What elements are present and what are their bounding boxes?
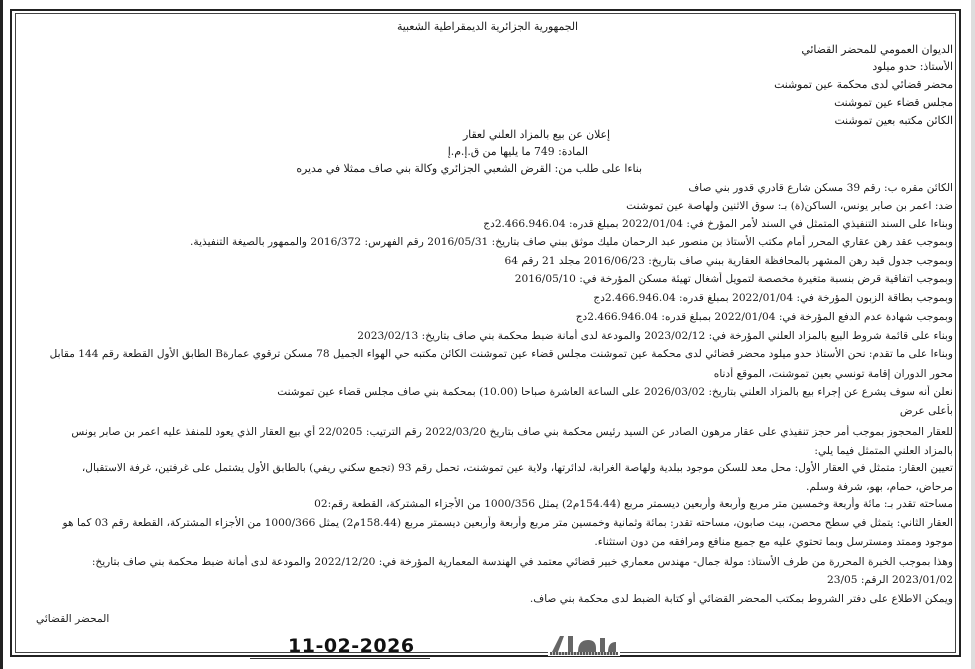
republic-heading: الجمهورية الجزائرية الديمقراطية الشعبية	[396, 20, 579, 33]
body-line: بأعلى عرض	[899, 405, 953, 417]
body-line: الكائن مقره ب: رقم 39 مسكن شارع قادري قدور بني صاف	[688, 182, 953, 194]
body-line: وبموجب شهادة عدم الدفع المؤرخة في: 2022/01/04 بمبلغ قدره: 2.466.946.04دج	[575, 311, 953, 323]
council-name: مجلس قضاء عين تموشنت	[834, 96, 953, 109]
body-line: وبموجب اتفاقية قرض بنسبة متغيرة مخصصة لتمويل أشغال تهيئة مسكن المؤرخة في: 2016/05/10	[514, 273, 953, 285]
page-edge-right	[971, 0, 975, 669]
body-line: وبموجب جدول قيد رهن المشهر بالمحافظة العقارية ببني صاف بتاريخ: 2016/06/23 مجلد 21 رقم 64	[504, 255, 953, 267]
body-line: محور الدوران إقامة تونسي بعين تموشنت، الموقع أدناه	[713, 368, 953, 380]
date-underline	[250, 658, 430, 659]
body-line: وبناءا على ما تقدم: نحن الأستاذ حدو ميلود محضر قضائي لدى محكمة عين تموشنت مجلس قضاء عين تموشنت الكائن مكتبه حي الهواء الجميل 78 مسكن ترقوي عمارةB الطابق الأول القطعة رقم 144 مقابل	[49, 348, 953, 360]
body-line: وبموجب بطاقة الزبون المؤرخة في: 2022/01/04 بمبلغ قدره: 2.466.946.04دج	[593, 292, 953, 304]
newspaper-logo-tagline	[550, 652, 618, 655]
body-line: مساحته تقدر بـ: مائة وأربعة وخمسين متر مربع وأربعة وأربعين ديسمتر مربع (154.44م2) يمثل 1000/356 من الأجزاء المشتركة، القطعة رقم:02	[314, 498, 953, 510]
request-line: بناءا على طلب من: القرض الشعبي الجزائري وكالة بني صاف ممثلا في مديره	[296, 162, 642, 175]
body-line: بالمزاد العلني المتمثل فيما يلي:	[814, 445, 953, 457]
body-line: ضد: اعمر بن صابر يونس، الساكن(ة) بـ: سوق الاثنين ولهاصة عين تموشنت	[626, 200, 953, 212]
notice-title: إعلان عن بيع بالمزاد العلني لعقار	[462, 128, 610, 141]
body-line: العقار الثاني: يتمثل في سطح محصن، بيت صابون، مساحته تقدر: بمائة وثمانية وخمسين متر مربع وأربعة وأربعين ديسمتر مربع (158.44م2) يمثل 1000/366 من الأجزاء المشتركة، القطعة رقم 03 كما هو	[62, 517, 953, 529]
body-line: تعيين العقار: متمثل في العقار الأول: محل معد للسكن موجود ببلدية ولهاصة الغرابة، لدائرتها، ولاية عين تموشنت، تحمل رقم 93 (تجمع سكني ريفي) بالطابق الأول يشتمل على غرفتين، غرفة الاستقبال،	[81, 462, 953, 474]
signature-label: المحضر القضائي	[36, 613, 110, 625]
page-edge	[0, 0, 3, 669]
body-line: وهذا بموجب الخبرة المحررة من طرف الأستاذ: مولة جمال- مهندس معماري خبير قضائي معتمد في الهندسة المعمارية المؤرخة في: 2022/12/20 والمودعة لدى أمانة ضبط محكمة بني صاف بتاريخ:	[91, 556, 953, 568]
body-line: نعلن أنه سوف يشرع عن إجراء بيع بالمزاد العلني بتاريخ: 2026/03/02 على الساعة العاشرة صباحا (10.00) بمحكمة بني صاف مجلس قضاء عين تموشنت	[277, 386, 953, 398]
article-reference: المادة: 749 ما يليها من ق.إ.م.إ	[447, 145, 588, 158]
lawyer-name: الأستاذ: حدو ميلود	[872, 60, 953, 73]
body-line: مرحاض، حمام، بهو، شرفة وسلم.	[806, 481, 953, 493]
body-line: 2023/01/02 الرقم: 23/05	[826, 574, 953, 586]
office-name: الديوان العمومي للمحضر القضائي	[801, 43, 953, 56]
body-line: ويمكن الاطلاع على دفتر الشروط بمكتب المحضر القضائي أو كتابة الضبط لدى محكمة بني صاف.	[529, 593, 953, 605]
body-line: وبناء على قائمة شروط البيع بالمزاد العلني المؤرخة في: 2023/02/12 والمودعة لدى أمانة ضبط محكمة بني صاف بتاريخ: 2023/02/13	[357, 330, 953, 342]
body-line: وبناءا على السند التنفيذي المتمثل في السند لأمر المؤرخ في: 2022/01/04 بمبلغ قدره: 2.466.946.04دج	[483, 218, 953, 230]
body-line: للعقار المحجوز بموجب أمر حجز تنفيذي على عقار مرهون الصادر عن السيد رئيس محكمة بني صاف بتاريخ 2022/03/20 رقم الترتيب: 22/0205 أي بيع العقار الذي يعود للمنفذ عليه اعمر بن صابر يونس	[71, 426, 953, 438]
publication-date: 11-02-2026	[288, 635, 415, 657]
body-line: وبموجب عقد رهن عقاري المحرر أمام مكتب الأستاذ بن منصور عبد الرحمان مليك موثق ببني صاف بتاريخ: 2016/05/31 رقم الفهرس: 2016/372 والممهور بالصيغة التنفيذية.	[190, 236, 953, 248]
bailiff-court: محضر قضائي لدى محكمة عين تموشنت	[774, 78, 953, 91]
body-line: موجود وممتد ومسترسل وبما تحتوي عليه مع جميع منافع ومرافقه من دون استثناء.	[594, 536, 953, 548]
office-address: الكائن مكتبه بعين تموشنت	[834, 114, 953, 127]
